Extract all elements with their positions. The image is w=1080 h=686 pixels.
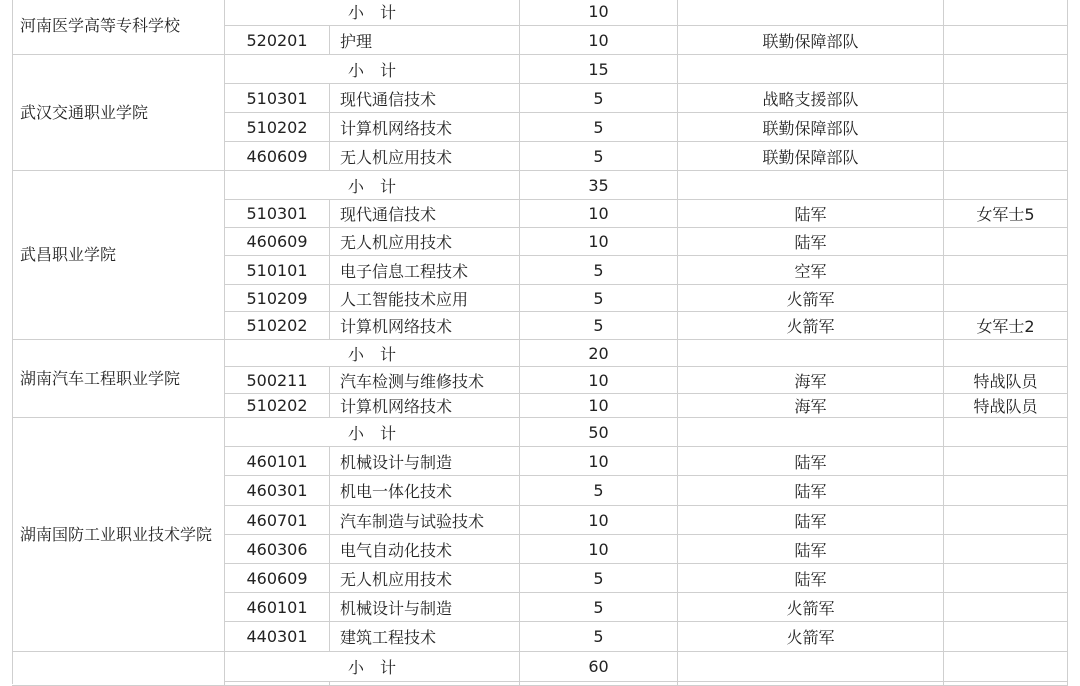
plan-quantity: 5	[520, 593, 678, 622]
service-branch: 陆军	[678, 200, 944, 228]
subtotal-note	[944, 652, 1068, 682]
plan-quantity: 10	[520, 447, 678, 476]
service-branch: 火箭军	[678, 312, 944, 340]
plan-quantity: 5	[520, 476, 678, 506]
major-name: 人工智能技术应用	[330, 285, 520, 312]
plan-quantity: 5	[520, 312, 678, 340]
plan-quantity: 10	[520, 228, 678, 256]
subtotal-note	[944, 0, 1068, 26]
major-name: 汽车检测与维修技术	[330, 367, 520, 394]
subtotal-label: 小 计	[225, 0, 520, 26]
remark: 女军士5	[944, 200, 1068, 228]
major-name: 计算机网络技术	[330, 113, 520, 142]
plan-quantity: 5	[520, 622, 678, 652]
major-code: 460609	[225, 564, 330, 593]
plan-quantity: 10	[520, 367, 678, 394]
major-code: 460701	[225, 506, 330, 535]
major-code: 460301	[225, 476, 330, 506]
remark: 女军士2	[944, 312, 1068, 340]
plan-quantity: 5	[520, 564, 678, 593]
major-code: 440301	[225, 622, 330, 652]
school-name: 武汉交通职业学院	[12, 55, 225, 171]
major-name: 汽车制造与试验技术	[330, 506, 520, 535]
major-code: 500211	[225, 367, 330, 394]
major-code: 460609	[225, 142, 330, 171]
service-branch: 陆军	[678, 564, 944, 593]
major-code: 460306	[225, 535, 330, 564]
major-name: 机械设计与制造	[330, 593, 520, 622]
subtotal-note	[944, 418, 1068, 447]
major-code: 510202	[225, 113, 330, 142]
subtotal-branch	[678, 171, 944, 200]
plan-quantity: 5	[520, 285, 678, 312]
major-name: 无人机应用技术	[330, 228, 520, 256]
school-name: 湖南国防工业职业技术学院	[12, 418, 225, 652]
major-code: 510301	[225, 84, 330, 113]
major-name: 电子信息工程技术	[330, 256, 520, 285]
service-branch: 陆军	[678, 506, 944, 535]
major-code: 510101	[225, 256, 330, 285]
major-code: 510301	[225, 200, 330, 228]
service-branch: 联勤保障部队	[678, 142, 944, 171]
subtotal-label: 小 计	[225, 55, 520, 84]
remark	[944, 285, 1068, 312]
remark	[944, 593, 1068, 622]
subtotal-branch	[678, 652, 944, 682]
table-row-partial	[330, 682, 520, 686]
major-code: 520201	[225, 26, 330, 55]
service-branch: 海军	[678, 367, 944, 394]
school-name: 湖南汽车工程职业学院	[12, 340, 225, 418]
major-code: 510202	[225, 312, 330, 340]
table-left-border	[12, 0, 13, 684]
major-name: 机械设计与制造	[330, 447, 520, 476]
major-code: 510209	[225, 285, 330, 312]
service-branch: 空军	[678, 256, 944, 285]
subtotal-quantity: 15	[520, 55, 678, 84]
remark	[944, 256, 1068, 285]
subtotal-branch	[678, 55, 944, 84]
service-branch: 联勤保障部队	[678, 26, 944, 55]
major-name: 护理	[330, 26, 520, 55]
service-branch: 火箭军	[678, 622, 944, 652]
subtotal-note	[944, 340, 1068, 367]
service-branch: 联勤保障部队	[678, 113, 944, 142]
remark	[944, 26, 1068, 55]
remark	[944, 535, 1068, 564]
table-row-partial	[944, 682, 1068, 686]
subtotal-branch	[678, 418, 944, 447]
remark	[944, 506, 1068, 535]
plan-quantity: 5	[520, 256, 678, 285]
plan-quantity: 10	[520, 26, 678, 55]
subtotal-branch	[678, 340, 944, 367]
major-name: 现代通信技术	[330, 84, 520, 113]
plan-quantity: 10	[520, 535, 678, 564]
remark: 特战队员	[944, 394, 1068, 418]
plan-quantity: 5	[520, 142, 678, 171]
major-name: 电气自动化技术	[330, 535, 520, 564]
major-code: 460101	[225, 447, 330, 476]
subtotal-label: 小 计	[225, 340, 520, 367]
school-name: 河南医学高等专科学校	[12, 0, 225, 55]
subtotal-quantity: 35	[520, 171, 678, 200]
subtotal-label: 小 计	[225, 171, 520, 200]
plan-quantity: 10	[520, 200, 678, 228]
service-branch: 海军	[678, 394, 944, 418]
service-branch: 陆军	[678, 228, 944, 256]
remark	[944, 564, 1068, 593]
plan-quantity: 10	[520, 394, 678, 418]
remark	[944, 476, 1068, 506]
major-name: 计算机网络技术	[330, 312, 520, 340]
remark	[944, 142, 1068, 171]
remark	[944, 113, 1068, 142]
subtotal-note	[944, 171, 1068, 200]
major-name: 无人机应用技术	[330, 142, 520, 171]
remark	[944, 447, 1068, 476]
major-name: 无人机应用技术	[330, 564, 520, 593]
subtotal-label: 小 计	[225, 652, 520, 682]
major-name: 机电一体化技术	[330, 476, 520, 506]
major-code: 460609	[225, 228, 330, 256]
subtotal-quantity: 60	[520, 652, 678, 682]
service-branch: 火箭军	[678, 285, 944, 312]
table-row-partial	[225, 682, 330, 686]
major-code: 510202	[225, 394, 330, 418]
subtotal-quantity: 50	[520, 418, 678, 447]
plan-quantity: 5	[520, 84, 678, 113]
subtotal-quantity: 20	[520, 340, 678, 367]
subtotal-label: 小 计	[225, 418, 520, 447]
service-branch: 火箭军	[678, 593, 944, 622]
remark	[944, 228, 1068, 256]
school-name	[12, 652, 225, 686]
service-branch: 陆军	[678, 447, 944, 476]
major-name: 现代通信技术	[330, 200, 520, 228]
subtotal-branch	[678, 0, 944, 26]
service-branch: 战略支援部队	[678, 84, 944, 113]
remark: 特战队员	[944, 367, 1068, 394]
service-branch: 陆军	[678, 476, 944, 506]
major-name: 计算机网络技术	[330, 394, 520, 418]
plan-quantity: 10	[520, 506, 678, 535]
table-row-partial	[678, 682, 944, 686]
major-code: 460101	[225, 593, 330, 622]
subtotal-note	[944, 55, 1068, 84]
subtotal-quantity: 10	[520, 0, 678, 26]
remark	[944, 84, 1068, 113]
table-row-partial	[520, 682, 678, 686]
service-branch: 陆军	[678, 535, 944, 564]
school-name: 武昌职业学院	[12, 171, 225, 340]
remark	[944, 622, 1068, 652]
major-name: 建筑工程技术	[330, 622, 520, 652]
plan-quantity: 5	[520, 113, 678, 142]
